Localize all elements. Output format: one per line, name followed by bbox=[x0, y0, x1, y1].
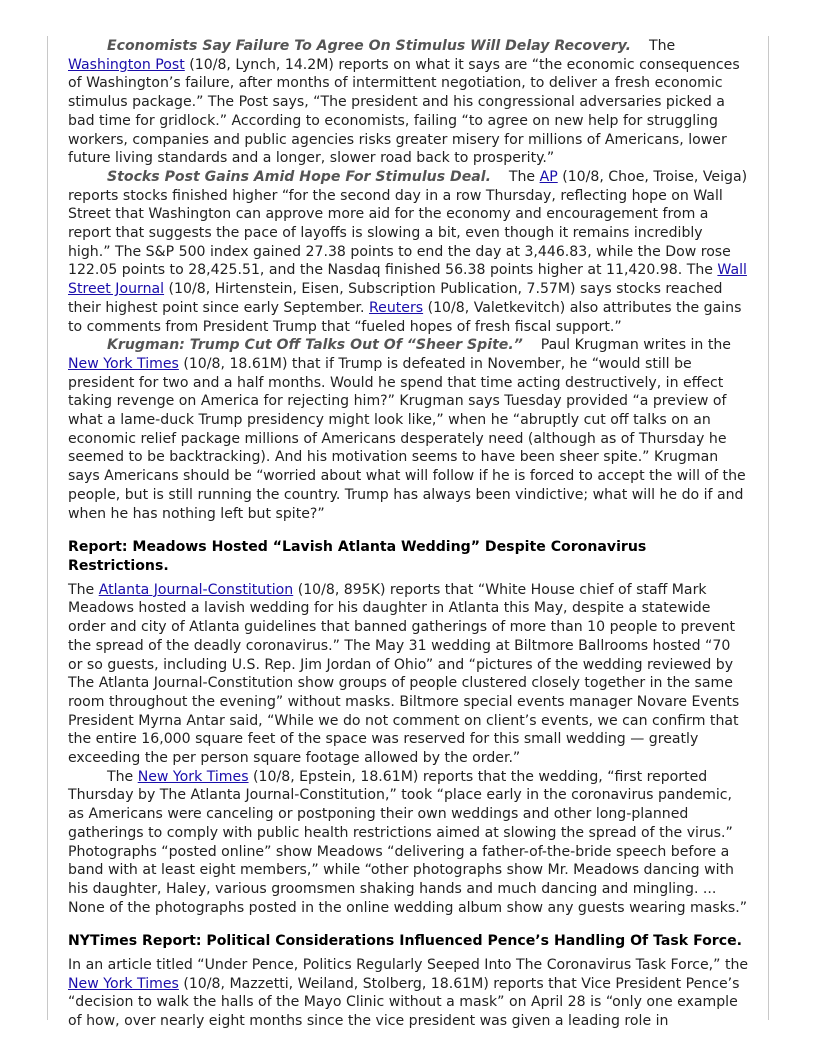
source-link[interactable]: New York Times bbox=[68, 975, 179, 992]
right-margin-rule bbox=[768, 36, 769, 1020]
body-text: (10/8, 18.61M) that if Trump is defeated in November, he “would still be president for two and a half months. Would he spend that time acting destructively, in effect taking revenge on America for rejecting him?” Krugman says Tuesday provided “a preview of what a lame-duck Trump presidency might look like,” when he “abruptly cut off talks on an economic relief package millions of Americans desperately need (although as of Thursday he seemed to be backtracking). And his motivation seems to have been sheer spite.” Krugman says Americans should be “worried about what will follow if he is forced to accept the will of the people, but is still running the country. Trump has always been vindictive; what will he do if and when he has nothing left but spite?” bbox=[68, 355, 746, 522]
source-link[interactable]: AP bbox=[539, 168, 558, 185]
body-text: (10/8, 895K) reports that “White House chief of staff Mark Meadows hosted a lavish wedding for his daughter in Atlanta this May, despite a statewide order and city of Atlanta guidelines that banned gatherings of more than 10 people to prevent the spread of the deadly coronavirus.” The May 31 wedding at Biltmore Ballrooms hosted “70 or so guests, including U.S. Rep. Jim Jordan of Ohio” and “pictures of the wedding reviewed by The Atlanta Journal-Constitution show groups of people clustered closely together in the same room throughout the evening” without masks. Biltmore special events manager Novare Events President Myrna Antar said, “While we do not comment on client’s events, we can confirm that the entire 16,000 square feet of the space was reserved for this small wedding — greatly exceeding the per person square footage allowed by the order.” bbox=[68, 581, 740, 767]
article-paragraph bbox=[68, 581, 749, 768]
source-link[interactable]: Washington Post bbox=[68, 56, 185, 73]
body-text: Paul Krugman writes in the bbox=[540, 337, 731, 354]
article-headline: Krugman: Trump Cut Off Talks Out Of “Sheer Spite.” bbox=[107, 337, 523, 354]
source-link[interactable]: New York Times bbox=[68, 355, 179, 372]
document-body bbox=[68, 37, 749, 1031]
body-text: (10/8, Choe, Troise, Veiga) reports stocks finished higher “for the second day in a row Thursday, reflecting hope on Wall Street that Washington can approve more aid for the economy and encouragement from a report that suggests the pace of layoffs is slowing a bit, even though it remains incredibly high.” The S&P 500 index gained 27.38 points to end the day at 3,446.83, while the Dow rose 122.05 points to 28,425.51, and the Nasdaq finished 56.38 points higher at 11,420.98. The bbox=[68, 168, 748, 279]
body-text: (10/8, Lynch, 14.2M) reports on what it says are “the economic consequences of Washington’s failure, after months of intermittent negotiation, to deliver a fresh economic stimulus package.” The Post says, “The president and his congressional adversaries picked a bad time for gridlock.” According to economists, failing “to agree on new help for struggling workers, companies and public agencies risks greater misery for millions of Americans, lower future living standards and a longer, slower road back to prosperity.” bbox=[68, 56, 740, 167]
article-paragraph bbox=[68, 336, 749, 523]
body-text: (10/8, Epstein, 18.61M) reports that the wedding, “first reported Thursday by The Atlanta Journal-Constitution,” took “place early in the coronavirus pandemic, as Americans were canceling or postponing their own weddings and other long-planned gatherings to comply with public health restrictions aimed at slowing the spread of the virus.” Photographs “posted online” show Meadows “delivering a father-of-the-bride speech before a band with at least eight members,” while “other photographs show Mr. Meadows dancing with his daughter, Haley, various groomsmen shaking hands and much dancing and mingling. ... None of the photographs posted in the online wedding album show any guests wearing masks.” bbox=[68, 768, 748, 916]
body-text: The bbox=[68, 581, 99, 598]
article-headline: Stocks Post Gains Amid Hope For Stimulus Deal. bbox=[107, 168, 491, 185]
source-link[interactable]: Atlanta Journal-Constitution bbox=[98, 581, 294, 598]
article-paragraph bbox=[68, 168, 749, 336]
body-text: (10/8, Hirtenstein, Eisen, Subscription Publication, 7.57M) says stocks reached their highest point since early September. bbox=[68, 281, 723, 316]
source-link[interactable]: Reuters bbox=[369, 299, 424, 316]
article-paragraph bbox=[68, 768, 749, 918]
article-paragraph bbox=[68, 956, 749, 1031]
body-text: (10/8, Valetkevitch) also attributes the gains to comments from President Trump that “fueled hopes of fresh fiscal support.” bbox=[68, 299, 742, 335]
section-heading: Report: Meadows Hosted “Lavish Atlanta Wedding” Despite Coronavirus Restrictions. bbox=[68, 539, 647, 574]
article-paragraph bbox=[68, 37, 749, 168]
body-text: The bbox=[107, 768, 138, 785]
body-text: The bbox=[508, 168, 540, 185]
body-text: The bbox=[648, 38, 676, 54]
body-text: (10/8, Mazzetti, Weiland, Stolberg, 18.61M) reports that Vice President Pence’s “decision to walk the halls of the Mayo Clinic without a mask” on April 28 is “only one example of how, over nearly eight months since the vice president was given a leading role in bbox=[68, 975, 740, 1030]
article-headline: Economists Say Failure To Agree On Stimulus Will Delay Recovery. bbox=[107, 38, 632, 54]
section-heading: NYTimes Report: Political Considerations Influenced Pence’s Handling Of Task Force. bbox=[68, 933, 743, 950]
source-link[interactable]: Wall Street Journal bbox=[68, 262, 747, 298]
left-margin-rule bbox=[47, 36, 48, 1020]
source-link[interactable]: New York Times bbox=[137, 768, 249, 785]
body-text: In an article titled “Under Pence, Politics Regularly Seeped Into The Coronavirus Task Force,” the bbox=[68, 957, 749, 974]
